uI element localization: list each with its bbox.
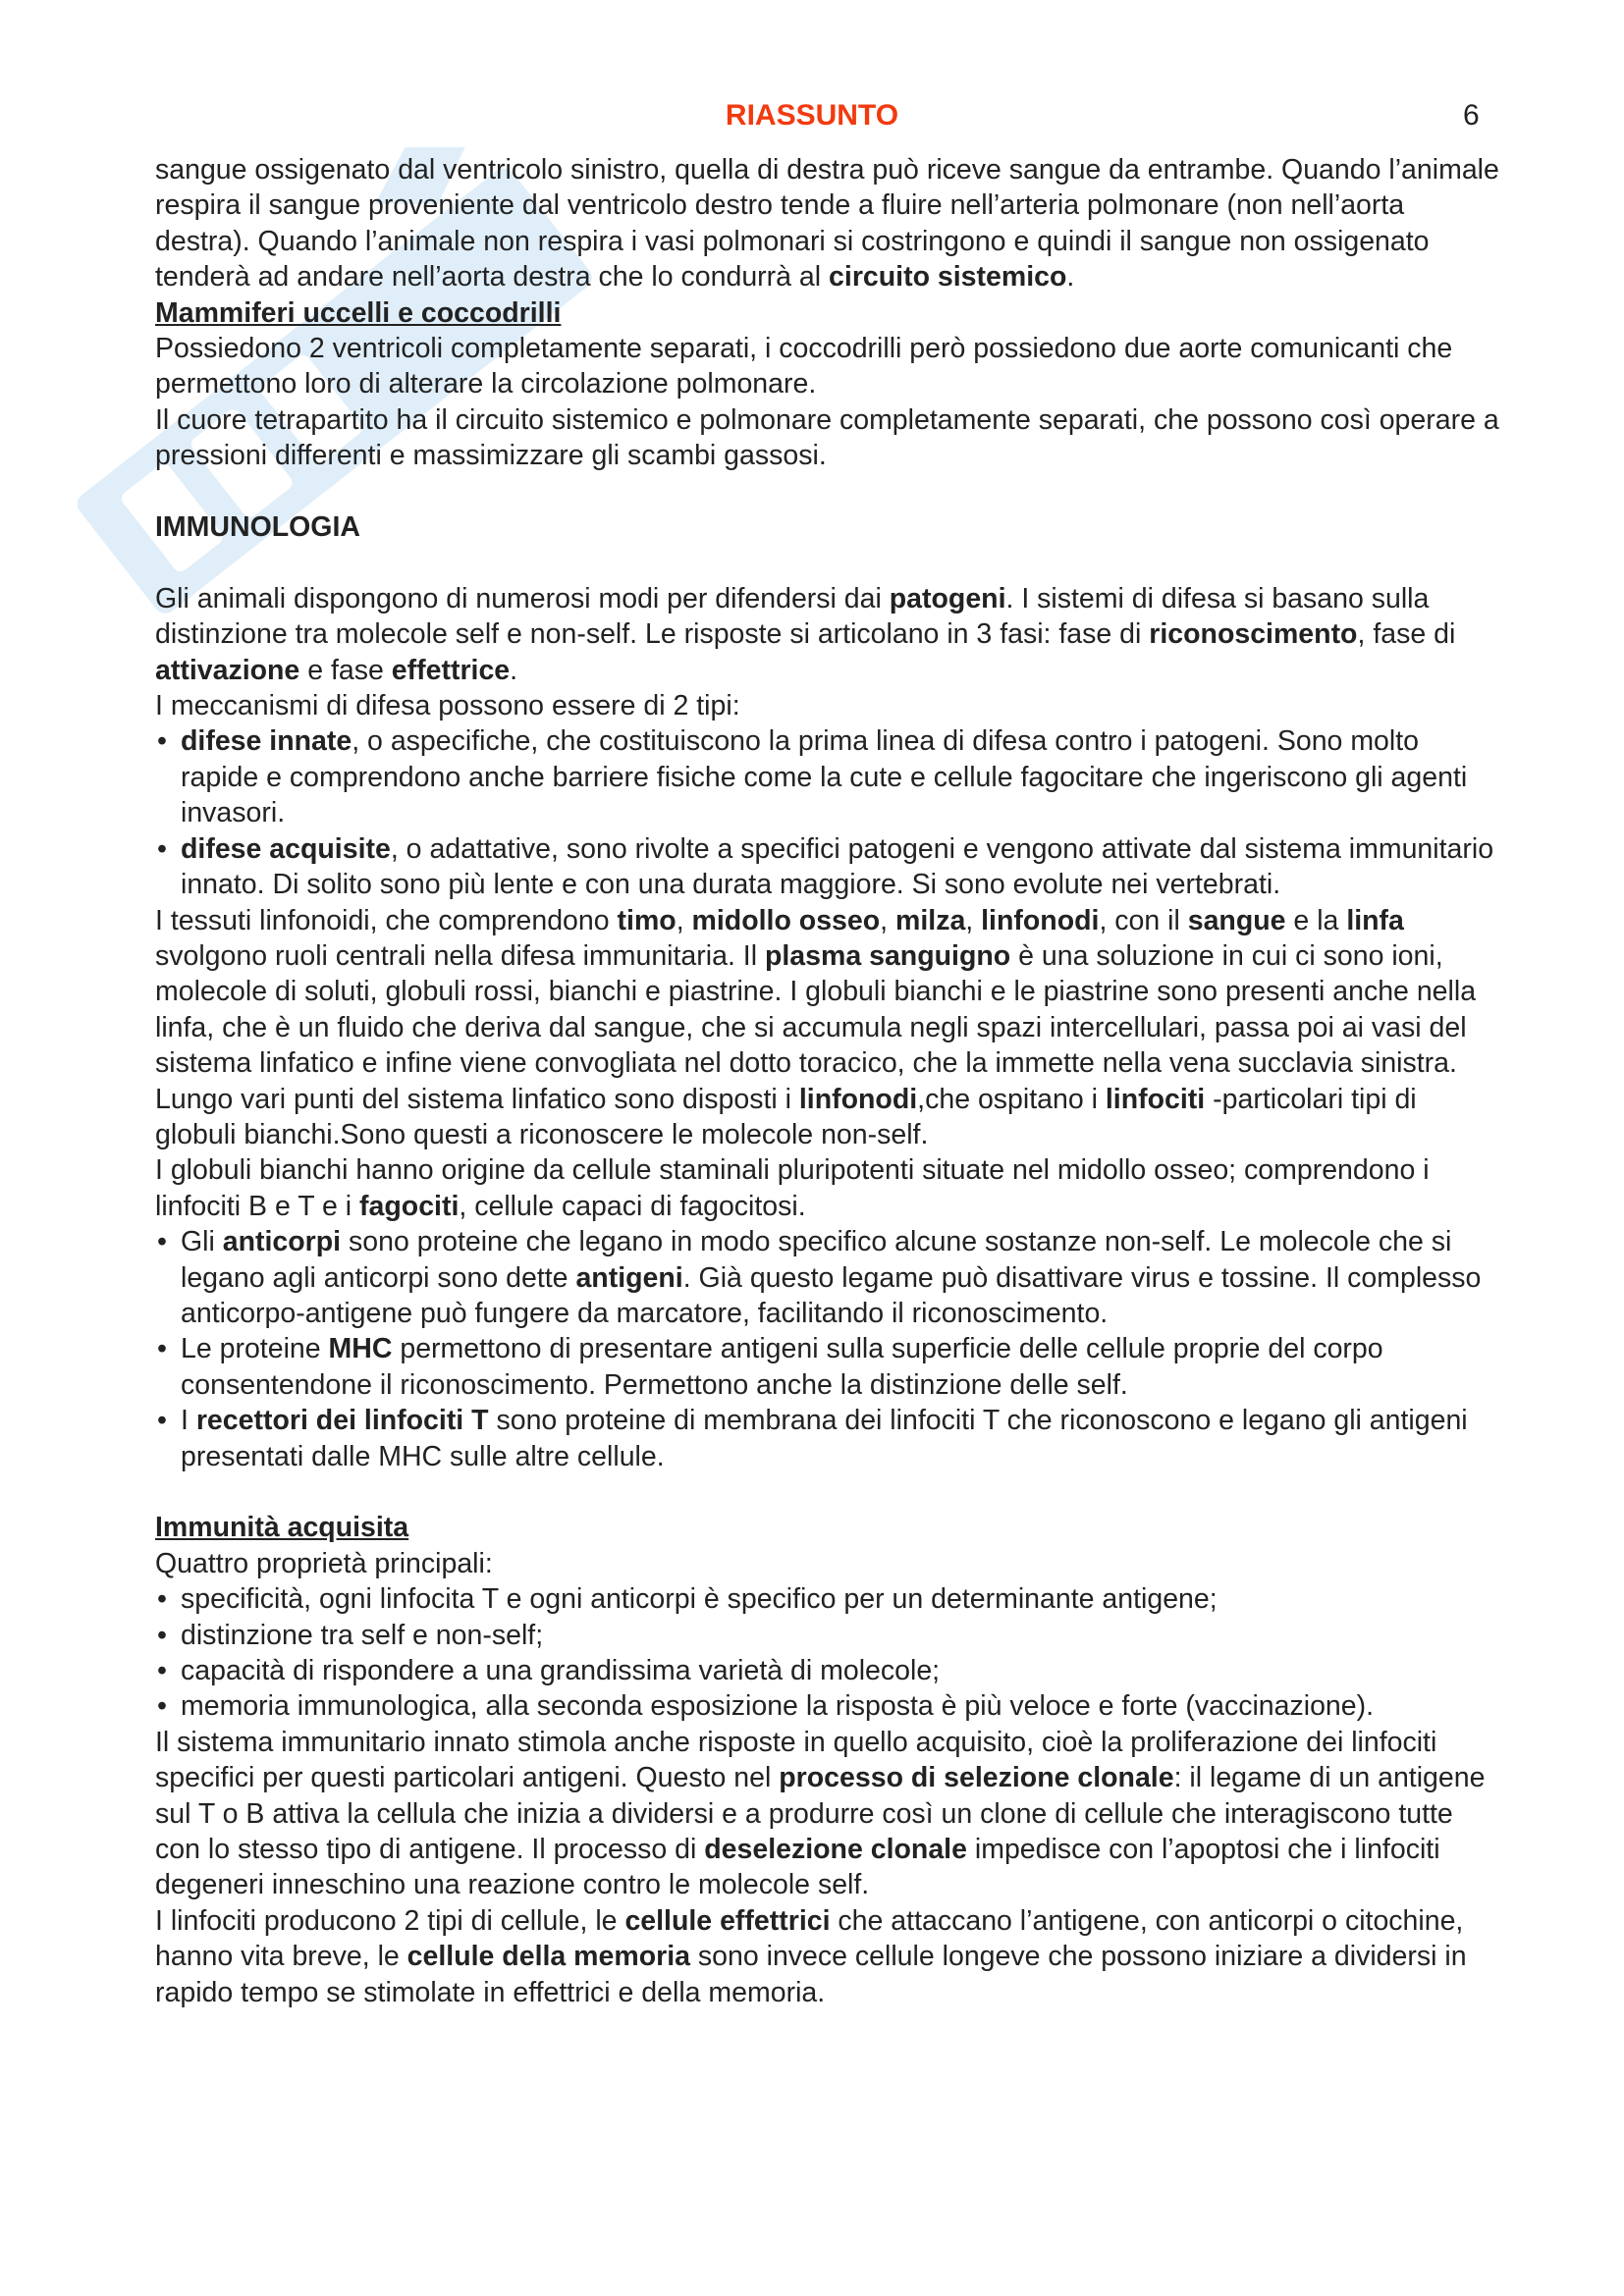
page-number: 6 <box>1463 99 1480 132</box>
list-item: • difese acquisite, o adattative, sono rivolte a specifici patogeni e vengono attivate dal sistema immunitario innato. Di solito sono più lente e con una durata maggiore. Si sono evolute nei vertebrati. <box>155 831 1500 903</box>
list-item: • Gli anticorpi sono proteine che legano in modo specifico alcune sostanze non-self. Le molecole che si legano agli anticorpi sono dette antigeni. Già questo legame può disattivare virus e tossine. Il complesso anticorpo-antigene può fungere da marcatore, facilitando il riconoscimento. <box>155 1224 1500 1331</box>
difese-list <box>155 723 1500 902</box>
list-item: • capacità di rispondere a una grandissima varietà di molecole; <box>155 1653 1500 1688</box>
document-body <box>155 152 1500 2010</box>
immunita-intro: Quattro proprietà principali: <box>155 1547 493 1579</box>
list-item: • distinzione tra self e non-self; <box>155 1618 1500 1653</box>
subheading-immunita-acquisita: Immunità acquisita <box>155 1512 409 1544</box>
intro-paragraph-3: Il cuore tetrapartito ha il circuito sistemico e polmonare completamente separati, che possono così operare a pressioni differenti e massimizzare gli scambi gassosi. <box>155 403 1499 472</box>
list-item: • difese innate, o aspecifiche, che costituiscono la prima linea di difesa contro i patogeni. Sono molto rapide e comprendono anche barriere fisiche come la cute e cellule fagocitare che ingeriscono gli agenti invasori. <box>155 723 1500 830</box>
list-item: • specificità, ogni linfocita T e ogni anticorpi è specifico per un determinante antigene; <box>155 1581 1500 1617</box>
section-heading-immunologia: IMMUNOLOGIA <box>155 511 360 544</box>
proprieta-list <box>155 1581 1500 1725</box>
subheading-mammiferi: Mammiferi uccelli e coccodrilli <box>155 296 562 329</box>
intro-paragraph-1: sangue ossigenato dal ventricolo sinistro, quella di destra può riceve sangue da entrambe. Quando l’animale respira il sangue proveniente dal ventricolo destro tende a fluire nell’arteria polmonare (non nell’aorta destra). Quando l’animale non respira i vasi polmonari si costringono e quindi il sangue non ossigenato tenderà ad andare nell’aorta destra che lo condurrà al circuito sistemico. <box>155 154 1499 294</box>
list-item: • Le proteine MHC permettono di presentare antigeni sulla superficie delle cellule proprie del corpo consentendone il riconoscimento. Permettono anche la distinzione delle self. <box>155 1331 1500 1403</box>
molecole-list <box>155 1224 1500 1474</box>
list-item: • memoria immunologica, alla seconda esposizione la risposta è più veloce e forte (vaccinazione). <box>155 1688 1500 1724</box>
immunologia-paragraph-1: Gli animali dispongono di numerosi modi per difendersi dai patogeni. I sistemi di difesa si basano sulla distinzione tra molecole self e non-self. Le risposte si articolano in 3 fasi: fase di riconoscimento, fase di attivazione e fase effettrice. <box>155 582 1456 686</box>
immunologia-paragraph-2: I meccanismi di difesa possono essere di 2 tipi: <box>155 690 740 722</box>
immunita-paragraph-2: I linfociti producono 2 tipi di cellule, le cellule effettrici che attaccano l’antigene, con anticorpi o citochine, hanno vita breve, le cellule della memoria sono invece cellule longeve che possono iniziare a dividersi in rapido tempo se stimolate in effettrici e della memoria. <box>155 1904 1467 2008</box>
immunita-paragraph-1: Il sistema immunitario innato stimola anche risposte in quello acquisito, cioè la proliferazione dei linfociti specifici per questi particolari antigeni. Questo nel processo di selezione clonale: il legame di un antigene sul T o B attiva la cellula che inizia a dividersi e a produrre così un clone di cellule che interagiscono tutte con lo stesso tipo di antigene. Il processo di deselezione clonale impedisce con l’apoptosi che i linfociti degeneri inneschino una reazione contro le molecole self. <box>155 1726 1486 1901</box>
immunologia-paragraph-3: I tessuti linfonoidi, che comprendono timo, midollo osseo, milza, linfonodi, con il sangue e la linfa svolgono ruoli centrali nella difesa immunitaria. Il plasma sanguigno è una soluzione in cui ci sono ioni, molecole di soluti, globuli rossi, bianchi e piastrine. I globuli bianchi e le piastrine sono presenti anche nella linfa, che è un fluido che deriva dal sangue, che si accumula negli spazi intercellulari, passa poi ai vasi del sistema linfatico e infine viene convogliata nel dotto toracico, che la immette nella vena succlavia sinistra. Lungo vari punti del sistema linfatico sono disposti i linfonodi,che ospitano i linfociti -particolari tipi di globuli bianchi.Sono questi a riconoscere le molecole non-self. <box>155 904 1477 1150</box>
immunologia-paragraph-4: I globuli bianchi hanno origine da cellule staminali pluripotenti situate nel midollo osseo; comprendono i linfociti B e T e i fagociti, cellule capaci di fagocitosi. <box>155 1154 1430 1222</box>
intro-paragraph-2: Possiedono 2 ventricoli completamente separati, i coccodrilli però possiedono due aorte comunicanti che permettono loro di alterare la circolazione polmonare. <box>155 333 1453 400</box>
list-item: • I recettori dei linfociti T sono proteine di membrana dei linfociti T che riconoscono e legano gli antigeni presentati dalle MHC sulle altre cellule. <box>155 1403 1500 1474</box>
page-header-title: RIASSUNTO <box>725 99 899 132</box>
